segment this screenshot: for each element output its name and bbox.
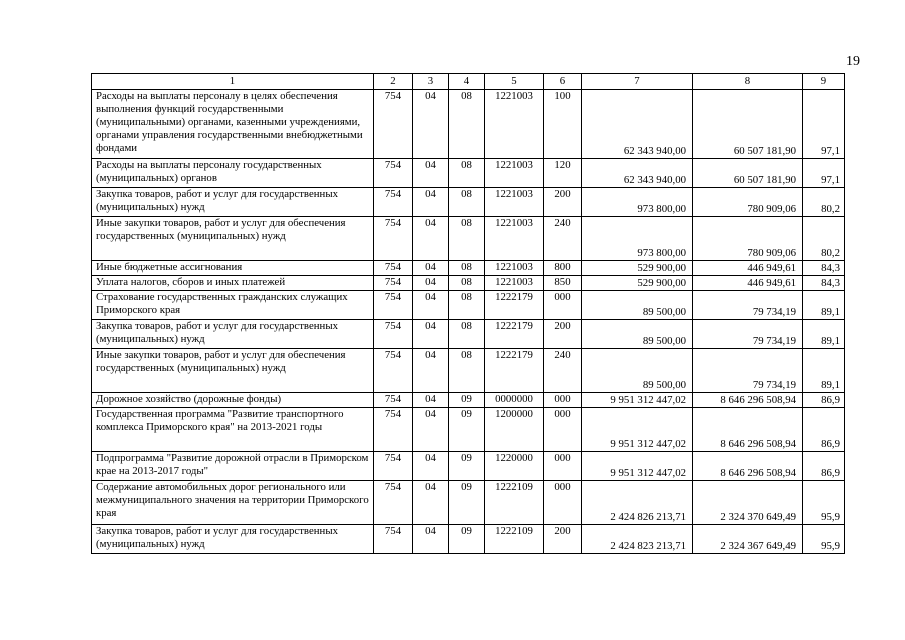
- row-description: Дорожное хозяйство (дорожные фонды): [92, 393, 374, 408]
- row-description: Расходы на выплаты персоналу государственных (муниципальных) органов: [92, 159, 374, 188]
- target-article-code: 1222179: [485, 349, 544, 393]
- executed-amount: 79 734,19: [693, 349, 803, 393]
- executed-amount: 2 324 367 649,49: [693, 525, 803, 554]
- subsection-code: 08: [449, 349, 485, 393]
- planned-amount: 89 500,00: [582, 320, 693, 349]
- column-header-6: 6: [544, 74, 582, 90]
- subsection-code: 08: [449, 291, 485, 320]
- subsection-code: 08: [449, 261, 485, 276]
- section-code: 04: [413, 525, 449, 554]
- row-description: Государственная программа "Развитие транспортного комплекса Приморского края" на 2013-2021 годы: [92, 408, 374, 452]
- subsection-code: 08: [449, 320, 485, 349]
- target-article-code: 1221003: [485, 276, 544, 291]
- table-row: [92, 291, 845, 320]
- subsection-code: 08: [449, 276, 485, 291]
- table-row: [92, 159, 845, 188]
- execution-percent: 80,2: [803, 188, 845, 217]
- planned-amount: 9 951 312 447,02: [582, 408, 693, 452]
- planned-amount: 62 343 940,00: [582, 159, 693, 188]
- section-code: 04: [413, 320, 449, 349]
- execution-percent: 95,9: [803, 525, 845, 554]
- target-article-code: 0000000: [485, 393, 544, 408]
- expense-type-code: 000: [544, 481, 582, 525]
- expense-type-code: 200: [544, 525, 582, 554]
- table-row: [92, 276, 845, 291]
- target-article-code: 1221003: [485, 261, 544, 276]
- row-description: Закупка товаров, работ и услуг для государственных (муниципальных) нужд: [92, 188, 374, 217]
- section-code: 04: [413, 188, 449, 217]
- planned-amount: 2 424 823 213,71: [582, 525, 693, 554]
- target-article-code: 1222109: [485, 525, 544, 554]
- subsection-code: 08: [449, 217, 485, 261]
- target-article-code: 1220000: [485, 452, 544, 481]
- expense-type-code: 000: [544, 452, 582, 481]
- execution-percent: 86,9: [803, 393, 845, 408]
- execution-percent: 86,9: [803, 408, 845, 452]
- row-description: Страхование государственных гражданских служащих Приморского края: [92, 291, 374, 320]
- target-article-code: 1200000: [485, 408, 544, 452]
- subsection-code: 09: [449, 393, 485, 408]
- execution-percent: 89,1: [803, 320, 845, 349]
- row-description: Подпрограмма "Развитие дорожной отрасли в Приморском крае на 2013-2017 годы": [92, 452, 374, 481]
- section-code: 04: [413, 90, 449, 159]
- row-description: Иные закупки товаров, работ и услуг для обеспечения государственных (муниципальных) нужд: [92, 217, 374, 261]
- column-header-5: 5: [485, 74, 544, 90]
- execution-percent: 89,1: [803, 349, 845, 393]
- table-row: [92, 188, 845, 217]
- row-description: Иные бюджетные ассигнования: [92, 261, 374, 276]
- planned-amount: 89 500,00: [582, 349, 693, 393]
- subsection-code: 08: [449, 188, 485, 217]
- page-number: 19: [846, 54, 860, 69]
- expense-type-code: 200: [544, 320, 582, 349]
- section-code: 04: [413, 393, 449, 408]
- planned-amount: 89 500,00: [582, 291, 693, 320]
- executed-amount: 60 507 181,90: [693, 90, 803, 159]
- planned-amount: 529 900,00: [582, 261, 693, 276]
- target-article-code: 1221003: [485, 159, 544, 188]
- section-code: 04: [413, 481, 449, 525]
- subsection-code: 09: [449, 481, 485, 525]
- column-header-4: 4: [449, 74, 485, 90]
- execution-percent: 84,3: [803, 261, 845, 276]
- column-header-1: 1: [92, 74, 374, 90]
- expense-type-code: 240: [544, 349, 582, 393]
- table-row: [92, 452, 845, 481]
- table-body: [92, 90, 845, 554]
- column-header-2: 2: [374, 74, 413, 90]
- execution-percent: 86,9: [803, 452, 845, 481]
- subsection-code: 08: [449, 90, 485, 159]
- executed-amount: 60 507 181,90: [693, 159, 803, 188]
- executed-amount: 2 324 370 649,49: [693, 481, 803, 525]
- expense-type-code: 200: [544, 188, 582, 217]
- table-row: [92, 481, 845, 525]
- table-row: [92, 217, 845, 261]
- expense-type-code: 240: [544, 217, 582, 261]
- section-code: 04: [413, 408, 449, 452]
- section-code: 04: [413, 276, 449, 291]
- subsection-code: 08: [449, 159, 485, 188]
- expense-type-code: 000: [544, 408, 582, 452]
- expense-type-code: 000: [544, 291, 582, 320]
- planned-amount: 2 424 826 213,71: [582, 481, 693, 525]
- expense-type-code: 800: [544, 261, 582, 276]
- grbs-code: 754: [374, 452, 413, 481]
- executed-amount: 780 909,06: [693, 217, 803, 261]
- target-article-code: 1221003: [485, 217, 544, 261]
- section-code: 04: [413, 261, 449, 276]
- expense-type-code: 120: [544, 159, 582, 188]
- table-row: [92, 349, 845, 393]
- target-article-code: 1222109: [485, 481, 544, 525]
- execution-percent: 97,1: [803, 159, 845, 188]
- grbs-code: 754: [374, 217, 413, 261]
- executed-amount: 8 646 296 508,94: [693, 408, 803, 452]
- grbs-code: 754: [374, 349, 413, 393]
- grbs-code: 754: [374, 261, 413, 276]
- target-article-code: 1221003: [485, 90, 544, 159]
- row-description: Уплата налогов, сборов и иных платежей: [92, 276, 374, 291]
- target-article-code: 1222179: [485, 320, 544, 349]
- expense-type-code: 000: [544, 393, 582, 408]
- grbs-code: 754: [374, 90, 413, 159]
- table-row: [92, 90, 845, 159]
- section-code: 04: [413, 452, 449, 481]
- planned-amount: 529 900,00: [582, 276, 693, 291]
- subsection-code: 09: [449, 408, 485, 452]
- column-header-9: 9: [803, 74, 845, 90]
- grbs-code: 754: [374, 408, 413, 452]
- execution-percent: 95,9: [803, 481, 845, 525]
- execution-percent: 97,1: [803, 90, 845, 159]
- planned-amount: 62 343 940,00: [582, 90, 693, 159]
- target-article-code: 1221003: [485, 188, 544, 217]
- executed-amount: 8 646 296 508,94: [693, 452, 803, 481]
- grbs-code: 754: [374, 320, 413, 349]
- grbs-code: 754: [374, 159, 413, 188]
- row-description: Закупка товаров, работ и услуг для государственных (муниципальных) нужд: [92, 525, 374, 554]
- table-row: [92, 393, 845, 408]
- column-header-7: 7: [582, 74, 693, 90]
- row-description: Расходы на выплаты персоналу в целях обеспечения выполнения функций государственными (муниципальными) органами, казенными учреждениями, органами управления государственными внебюджетными фондами: [92, 90, 374, 159]
- execution-percent: 84,3: [803, 276, 845, 291]
- execution-percent: 89,1: [803, 291, 845, 320]
- planned-amount: 9 951 312 447,02: [582, 452, 693, 481]
- executed-amount: 780 909,06: [693, 188, 803, 217]
- subsection-code: 09: [449, 525, 485, 554]
- section-code: 04: [413, 349, 449, 393]
- budget-table: [91, 73, 845, 554]
- executed-amount: 79 734,19: [693, 320, 803, 349]
- row-description: Иные закупки товаров, работ и услуг для обеспечения государственных (муниципальных) нужд: [92, 349, 374, 393]
- planned-amount: 9 951 312 447,02: [582, 393, 693, 408]
- column-header-3: 3: [413, 74, 449, 90]
- planned-amount: 973 800,00: [582, 188, 693, 217]
- grbs-code: 754: [374, 393, 413, 408]
- row-description: Содержание автомобильных дорог регионального или межмуниципального значения на территории Приморского края: [92, 481, 374, 525]
- subsection-code: 09: [449, 452, 485, 481]
- execution-percent: 80,2: [803, 217, 845, 261]
- section-code: 04: [413, 159, 449, 188]
- section-code: 04: [413, 217, 449, 261]
- expense-type-code: 100: [544, 90, 582, 159]
- executed-amount: 79 734,19: [693, 291, 803, 320]
- table-row: [92, 525, 845, 554]
- executed-amount: 446 949,61: [693, 276, 803, 291]
- executed-amount: 446 949,61: [693, 261, 803, 276]
- grbs-code: 754: [374, 481, 413, 525]
- header-row: [92, 74, 845, 90]
- table-row: [92, 261, 845, 276]
- executed-amount: 8 646 296 508,94: [693, 393, 803, 408]
- grbs-code: 754: [374, 291, 413, 320]
- expense-type-code: 850: [544, 276, 582, 291]
- section-code: 04: [413, 291, 449, 320]
- target-article-code: 1222179: [485, 291, 544, 320]
- grbs-code: 754: [374, 188, 413, 217]
- table-row: [92, 408, 845, 452]
- table-row: [92, 320, 845, 349]
- column-header-8: 8: [693, 74, 803, 90]
- planned-amount: 973 800,00: [582, 217, 693, 261]
- grbs-code: 754: [374, 525, 413, 554]
- grbs-code: 754: [374, 276, 413, 291]
- row-description: Закупка товаров, работ и услуг для государственных (муниципальных) нужд: [92, 320, 374, 349]
